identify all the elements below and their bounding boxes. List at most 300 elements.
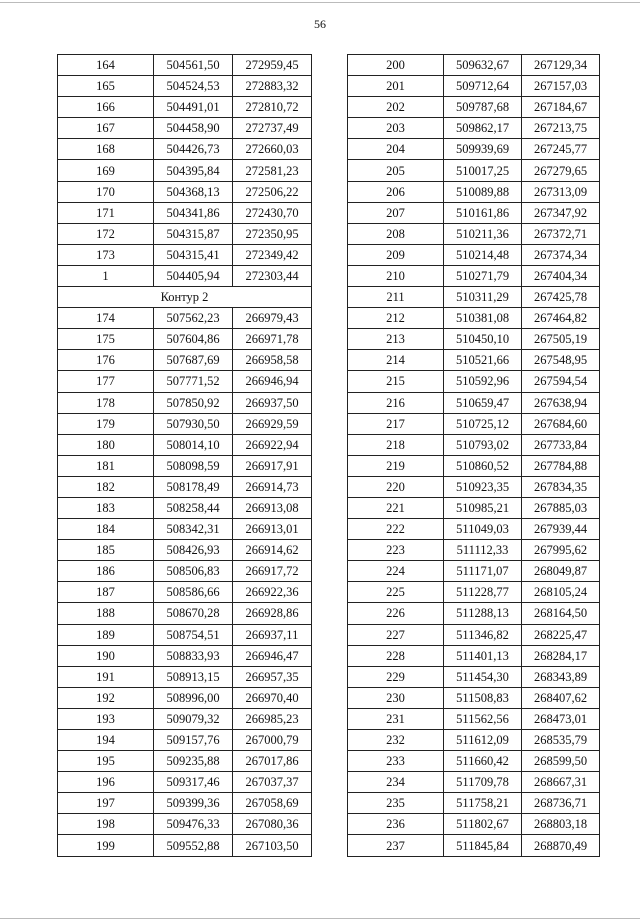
point-number-cell: 232 (348, 730, 444, 751)
table-row (58, 413, 312, 434)
point-number-cell: 228 (348, 645, 444, 666)
point-number-cell: 182 (58, 476, 154, 497)
y-coordinate-cell: 267080,36 (233, 814, 312, 835)
table-row (348, 645, 600, 666)
y-coordinate-cell: 267733,84 (522, 434, 600, 455)
y-coordinate-cell: 267464,82 (522, 308, 600, 329)
y-coordinate-cell: 268803,18 (522, 814, 600, 835)
point-number-cell: 208 (348, 223, 444, 244)
x-coordinate-cell: 508342,31 (154, 519, 233, 540)
table-row (58, 160, 312, 181)
table-row (58, 265, 312, 286)
point-number-cell: 181 (58, 455, 154, 476)
point-number-cell: 211 (348, 287, 444, 308)
y-coordinate-cell: 267245,77 (522, 139, 600, 160)
y-coordinate-cell: 267279,65 (522, 160, 600, 181)
point-number-cell: 234 (348, 772, 444, 793)
x-coordinate-cell: 508670,28 (154, 603, 233, 624)
table-row (58, 97, 312, 118)
table-row (58, 793, 312, 814)
point-number-cell: 196 (58, 772, 154, 793)
x-coordinate-cell: 510592,96 (444, 371, 522, 392)
x-coordinate-cell: 504315,41 (154, 244, 233, 265)
table-row (58, 730, 312, 751)
point-number-cell: 223 (348, 540, 444, 561)
point-number-cell: 164 (58, 55, 154, 76)
x-coordinate-cell: 509862,17 (444, 118, 522, 139)
point-number-cell: 200 (348, 55, 444, 76)
point-number-cell: 188 (58, 603, 154, 624)
point-number-cell: 199 (58, 835, 154, 856)
y-coordinate-cell: 266946,94 (233, 371, 312, 392)
y-coordinate-cell: 272350,95 (233, 223, 312, 244)
point-number-cell: 229 (348, 666, 444, 687)
y-coordinate-cell: 267037,37 (233, 772, 312, 793)
x-coordinate-cell: 510381,08 (444, 308, 522, 329)
point-number-cell: 220 (348, 476, 444, 497)
table-row (348, 540, 600, 561)
table-row (58, 476, 312, 497)
table-row (348, 519, 600, 540)
point-number-cell: 185 (58, 540, 154, 561)
point-number-cell: 170 (58, 181, 154, 202)
y-coordinate-cell: 266979,43 (233, 308, 312, 329)
table-row (58, 139, 312, 160)
y-coordinate-cell: 267638,94 (522, 392, 600, 413)
point-number-cell: 210 (348, 265, 444, 286)
y-coordinate-cell: 267213,75 (522, 118, 600, 139)
x-coordinate-cell: 509712,64 (444, 76, 522, 97)
point-number-cell: 207 (348, 202, 444, 223)
y-coordinate-cell: 268284,17 (522, 645, 600, 666)
y-coordinate-cell: 266913,01 (233, 519, 312, 540)
table-row (348, 76, 600, 97)
x-coordinate-cell: 510450,10 (444, 329, 522, 350)
x-coordinate-cell: 508996,00 (154, 687, 233, 708)
point-number-cell: 236 (348, 814, 444, 835)
point-number-cell: 222 (348, 519, 444, 540)
y-coordinate-cell: 266958,58 (233, 350, 312, 371)
y-coordinate-cell: 272660,03 (233, 139, 312, 160)
table-row (348, 687, 600, 708)
x-coordinate-cell: 509552,88 (154, 835, 233, 856)
x-coordinate-cell: 508098,59 (154, 455, 233, 476)
x-coordinate-cell: 509399,36 (154, 793, 233, 814)
coordinates-table-right (347, 54, 600, 857)
point-number-cell: 184 (58, 519, 154, 540)
point-number-cell: 213 (348, 329, 444, 350)
table-row (348, 603, 600, 624)
table-row (58, 814, 312, 835)
y-coordinate-cell: 272506,22 (233, 181, 312, 202)
x-coordinate-cell: 511612,09 (444, 730, 522, 751)
y-coordinate-cell: 267404,34 (522, 265, 600, 286)
table-row (58, 751, 312, 772)
y-coordinate-cell: 267313,09 (522, 181, 600, 202)
x-coordinate-cell: 509632,67 (444, 55, 522, 76)
x-coordinate-cell: 511758,21 (444, 793, 522, 814)
x-coordinate-cell: 507562,23 (154, 308, 233, 329)
table-row (348, 835, 600, 856)
table-row (348, 265, 600, 286)
y-coordinate-cell: 267885,03 (522, 497, 600, 518)
table-row (58, 202, 312, 223)
y-coordinate-cell: 266914,73 (233, 476, 312, 497)
point-number-cell: 195 (58, 751, 154, 772)
y-coordinate-cell: 272737,49 (233, 118, 312, 139)
x-coordinate-cell: 510214,48 (444, 244, 522, 265)
y-coordinate-cell: 266985,23 (233, 708, 312, 729)
table-row (58, 497, 312, 518)
x-coordinate-cell: 508833,93 (154, 645, 233, 666)
table-row (348, 329, 600, 350)
point-number-cell: 172 (58, 223, 154, 244)
y-coordinate-cell: 272349,42 (233, 244, 312, 265)
x-coordinate-cell: 511660,42 (444, 751, 522, 772)
y-coordinate-cell: 268343,89 (522, 666, 600, 687)
point-number-cell: 187 (58, 582, 154, 603)
point-number-cell: 217 (348, 413, 444, 434)
table-row (58, 350, 312, 371)
x-coordinate-cell: 511049,03 (444, 519, 522, 540)
table-row (58, 181, 312, 202)
x-coordinate-cell: 510211,36 (444, 223, 522, 244)
x-coordinate-cell: 508754,51 (154, 624, 233, 645)
x-coordinate-cell: 510089,88 (444, 181, 522, 202)
scan-bottom-edge (0, 918, 640, 919)
x-coordinate-cell: 504524,53 (154, 76, 233, 97)
y-coordinate-cell: 268736,71 (522, 793, 600, 814)
y-coordinate-cell: 268407,62 (522, 687, 600, 708)
y-coordinate-cell: 267834,35 (522, 476, 600, 497)
x-coordinate-cell: 509476,33 (154, 814, 233, 835)
y-coordinate-cell: 267184,67 (522, 97, 600, 118)
table-row (58, 76, 312, 97)
y-coordinate-cell: 268667,31 (522, 772, 600, 793)
coordinates-table-left-body (58, 55, 312, 857)
point-number-cell: 219 (348, 455, 444, 476)
point-number-cell: 221 (348, 497, 444, 518)
x-coordinate-cell: 511508,83 (444, 687, 522, 708)
point-number-cell: 204 (348, 139, 444, 160)
table-row (58, 835, 312, 856)
y-coordinate-cell: 267000,79 (233, 730, 312, 751)
y-coordinate-cell: 266913,08 (233, 497, 312, 518)
x-coordinate-cell: 511401,13 (444, 645, 522, 666)
x-coordinate-cell: 509235,88 (154, 751, 233, 772)
x-coordinate-cell: 510659,47 (444, 392, 522, 413)
y-coordinate-cell: 266970,40 (233, 687, 312, 708)
table-row (348, 97, 600, 118)
x-coordinate-cell: 511562,56 (444, 708, 522, 729)
y-coordinate-cell: 268049,87 (522, 561, 600, 582)
y-coordinate-cell: 267103,50 (233, 835, 312, 856)
y-coordinate-cell: 267372,71 (522, 223, 600, 244)
table-row (348, 308, 600, 329)
table-row (58, 55, 312, 76)
x-coordinate-cell: 508506,83 (154, 561, 233, 582)
point-number-cell: 180 (58, 434, 154, 455)
table-row (348, 139, 600, 160)
x-coordinate-cell: 504395,84 (154, 160, 233, 181)
point-number-cell: 186 (58, 561, 154, 582)
table-row (348, 371, 600, 392)
y-coordinate-cell: 268225,47 (522, 624, 600, 645)
y-coordinate-cell: 268164,50 (522, 603, 600, 624)
point-number-cell: 212 (348, 308, 444, 329)
y-coordinate-cell: 272959,45 (233, 55, 312, 76)
table-row (58, 329, 312, 350)
x-coordinate-cell: 508178,49 (154, 476, 233, 497)
coordinates-table-left (57, 54, 312, 857)
table-row (348, 793, 600, 814)
x-coordinate-cell: 508014,10 (154, 434, 233, 455)
x-coordinate-cell: 510271,79 (444, 265, 522, 286)
table-row (348, 202, 600, 223)
table-row (58, 666, 312, 687)
point-number-cell: 224 (348, 561, 444, 582)
x-coordinate-cell: 510985,21 (444, 497, 522, 518)
point-number-cell: 166 (58, 97, 154, 118)
y-coordinate-cell: 266914,62 (233, 540, 312, 561)
x-coordinate-cell: 504426,73 (154, 139, 233, 160)
y-coordinate-cell: 266937,11 (233, 624, 312, 645)
x-coordinate-cell: 509787,68 (444, 97, 522, 118)
y-coordinate-cell: 272810,72 (233, 97, 312, 118)
y-coordinate-cell: 267594,54 (522, 371, 600, 392)
point-number-cell: 190 (58, 645, 154, 666)
x-coordinate-cell: 510793,02 (444, 434, 522, 455)
point-number-cell: 227 (348, 624, 444, 645)
point-number-cell: 214 (348, 350, 444, 371)
y-coordinate-cell: 267505,19 (522, 329, 600, 350)
x-coordinate-cell: 511171,07 (444, 561, 522, 582)
table-row (348, 160, 600, 181)
point-number-cell: 171 (58, 202, 154, 223)
x-coordinate-cell: 510161,86 (444, 202, 522, 223)
x-coordinate-cell: 509079,32 (154, 708, 233, 729)
page-number: 56 (314, 17, 326, 31)
y-coordinate-cell: 272581,23 (233, 160, 312, 181)
table-row (348, 582, 600, 603)
point-number-cell: 189 (58, 624, 154, 645)
x-coordinate-cell: 507930,50 (154, 413, 233, 434)
point-number-cell: 179 (58, 413, 154, 434)
table-row (348, 287, 600, 308)
y-coordinate-cell: 267129,34 (522, 55, 600, 76)
y-coordinate-cell: 266937,50 (233, 392, 312, 413)
point-number-cell: 173 (58, 244, 154, 265)
point-number-cell: 230 (348, 687, 444, 708)
table-row (348, 244, 600, 265)
table-row (348, 497, 600, 518)
table-row (348, 350, 600, 371)
point-number-cell: 168 (58, 139, 154, 160)
point-number-cell: 194 (58, 730, 154, 751)
point-number-cell: 165 (58, 76, 154, 97)
y-coordinate-cell: 267058,69 (233, 793, 312, 814)
point-number-cell: 191 (58, 666, 154, 687)
table-row (348, 223, 600, 244)
table-row (348, 413, 600, 434)
x-coordinate-cell: 507771,52 (154, 371, 233, 392)
y-coordinate-cell: 272303,44 (233, 265, 312, 286)
x-coordinate-cell: 507604,86 (154, 329, 233, 350)
y-coordinate-cell: 272883,32 (233, 76, 312, 97)
y-coordinate-cell: 267374,34 (522, 244, 600, 265)
table-row (58, 244, 312, 265)
point-number-cell: 203 (348, 118, 444, 139)
x-coordinate-cell: 508586,66 (154, 582, 233, 603)
section-heading: Контур 2 (58, 287, 312, 308)
y-coordinate-cell: 267784,88 (522, 455, 600, 476)
table-row (58, 455, 312, 476)
table-row (58, 772, 312, 793)
table-row (348, 814, 600, 835)
table-row (58, 603, 312, 624)
table-row (58, 371, 312, 392)
table-row (348, 708, 600, 729)
x-coordinate-cell: 511288,13 (444, 603, 522, 624)
y-coordinate-cell: 266957,35 (233, 666, 312, 687)
point-number-cell: 169 (58, 160, 154, 181)
point-number-cell: 237 (348, 835, 444, 856)
table-row (58, 687, 312, 708)
table-row (348, 455, 600, 476)
y-coordinate-cell: 267548,95 (522, 350, 600, 371)
x-coordinate-cell: 510923,35 (444, 476, 522, 497)
x-coordinate-cell: 511802,67 (444, 814, 522, 835)
point-number-cell: 226 (348, 603, 444, 624)
x-coordinate-cell: 510725,12 (444, 413, 522, 434)
point-number-cell: 201 (348, 76, 444, 97)
table-row (348, 181, 600, 202)
y-coordinate-cell: 272430,70 (233, 202, 312, 223)
scan-top-edge (0, 2, 640, 3)
point-number-cell: 235 (348, 793, 444, 814)
x-coordinate-cell: 511112,33 (444, 540, 522, 561)
y-coordinate-cell: 268535,79 (522, 730, 600, 751)
y-coordinate-cell: 267347,92 (522, 202, 600, 223)
y-coordinate-cell: 266917,72 (233, 561, 312, 582)
table-row (58, 624, 312, 645)
table-row (58, 645, 312, 666)
y-coordinate-cell: 266922,36 (233, 582, 312, 603)
table-row (58, 434, 312, 455)
y-coordinate-cell: 268105,24 (522, 582, 600, 603)
x-coordinate-cell: 508426,93 (154, 540, 233, 561)
y-coordinate-cell: 268870,49 (522, 835, 600, 856)
x-coordinate-cell: 510017,25 (444, 160, 522, 181)
x-coordinate-cell: 511845,84 (444, 835, 522, 856)
point-number-cell: 178 (58, 392, 154, 413)
y-coordinate-cell: 267995,62 (522, 540, 600, 561)
table-row (58, 118, 312, 139)
x-coordinate-cell: 504368,13 (154, 181, 233, 202)
y-coordinate-cell: 268599,50 (522, 751, 600, 772)
table-row (348, 561, 600, 582)
point-number-cell: 174 (58, 308, 154, 329)
table-row (58, 223, 312, 244)
y-coordinate-cell: 268473,01 (522, 708, 600, 729)
table-row (348, 118, 600, 139)
point-number-cell: 183 (58, 497, 154, 518)
point-number-cell: 175 (58, 329, 154, 350)
x-coordinate-cell: 504561,50 (154, 55, 233, 76)
x-coordinate-cell: 508258,44 (154, 497, 233, 518)
point-number-cell: 233 (348, 751, 444, 772)
point-number-cell: 167 (58, 118, 154, 139)
x-coordinate-cell: 504341,86 (154, 202, 233, 223)
point-number-cell: 202 (348, 97, 444, 118)
table-row (348, 772, 600, 793)
table-row (58, 519, 312, 540)
x-coordinate-cell: 509157,76 (154, 730, 233, 751)
y-coordinate-cell: 267939,44 (522, 519, 600, 540)
x-coordinate-cell: 507850,92 (154, 392, 233, 413)
coordinates-table-right-body (348, 55, 600, 857)
table-row (58, 582, 312, 603)
y-coordinate-cell: 266928,86 (233, 603, 312, 624)
y-coordinate-cell: 267017,86 (233, 751, 312, 772)
x-coordinate-cell: 507687,69 (154, 350, 233, 371)
y-coordinate-cell: 266922,94 (233, 434, 312, 455)
point-number-cell: 1 (58, 265, 154, 286)
table-row (58, 308, 312, 329)
x-coordinate-cell: 511454,30 (444, 666, 522, 687)
y-coordinate-cell: 266917,91 (233, 455, 312, 476)
point-number-cell: 176 (58, 350, 154, 371)
x-coordinate-cell: 504491,01 (154, 97, 233, 118)
point-number-cell: 231 (348, 708, 444, 729)
table-row (348, 751, 600, 772)
x-coordinate-cell: 509317,46 (154, 772, 233, 793)
section-heading-row (58, 287, 312, 308)
table-row (58, 561, 312, 582)
point-number-cell: 225 (348, 582, 444, 603)
x-coordinate-cell: 510311,29 (444, 287, 522, 308)
y-coordinate-cell: 266946,47 (233, 645, 312, 666)
point-number-cell: 177 (58, 371, 154, 392)
x-coordinate-cell: 511709,78 (444, 772, 522, 793)
table-row (348, 666, 600, 687)
table-row (348, 624, 600, 645)
table-row (348, 476, 600, 497)
point-number-cell: 216 (348, 392, 444, 413)
x-coordinate-cell: 504315,87 (154, 223, 233, 244)
point-number-cell: 209 (348, 244, 444, 265)
x-coordinate-cell: 510521,66 (444, 350, 522, 371)
y-coordinate-cell: 267157,03 (522, 76, 600, 97)
point-number-cell: 198 (58, 814, 154, 835)
point-number-cell: 206 (348, 181, 444, 202)
table-row (348, 55, 600, 76)
x-coordinate-cell: 508913,15 (154, 666, 233, 687)
x-coordinate-cell: 504458,90 (154, 118, 233, 139)
table-row (58, 540, 312, 561)
x-coordinate-cell: 504405,94 (154, 265, 233, 286)
table-row (58, 708, 312, 729)
y-coordinate-cell: 267684,60 (522, 413, 600, 434)
x-coordinate-cell: 509939,69 (444, 139, 522, 160)
x-coordinate-cell: 511228,77 (444, 582, 522, 603)
point-number-cell: 197 (58, 793, 154, 814)
x-coordinate-cell: 510860,52 (444, 455, 522, 476)
table-row (348, 434, 600, 455)
table-row (348, 730, 600, 751)
point-number-cell: 218 (348, 434, 444, 455)
point-number-cell: 205 (348, 160, 444, 181)
